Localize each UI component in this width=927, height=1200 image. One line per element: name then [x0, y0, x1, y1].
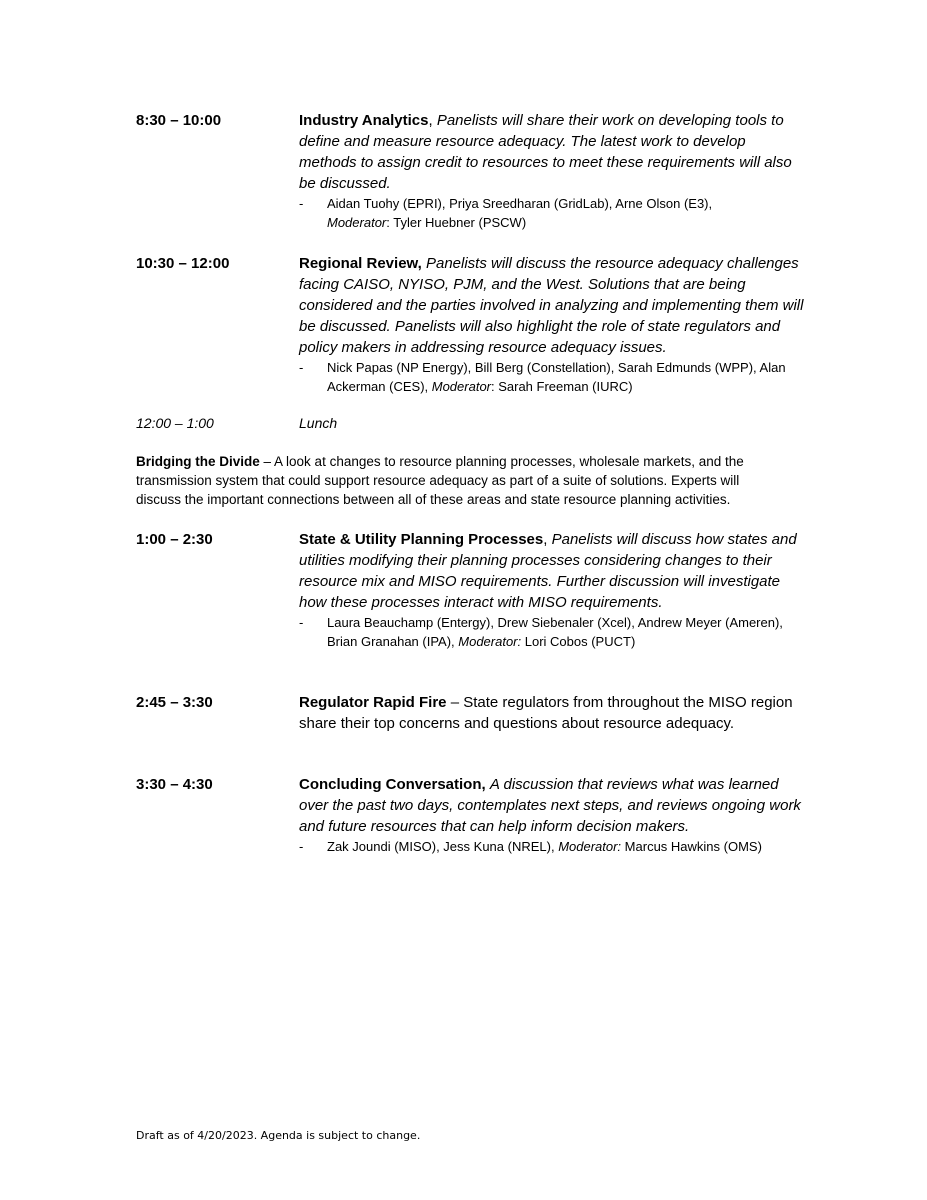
bullet-dash: - [299, 615, 304, 630]
session-time: 8:30 – 10:00 [136, 112, 222, 129]
bullet-dash: - [299, 839, 304, 854]
section-title: Bridging the Divide [136, 454, 260, 469]
moderator: Lori Cobos (PUCT) [521, 634, 636, 649]
section-text: – A look at changes to resource planning processes, wholesale markets, and the transmission system that could support resource adequacy as part of a suite of solutions. Experts will discuss the important connections between all of these areas and state resource planning activities. [136, 454, 744, 507]
session-summary: Panelists will discuss how states and utilities modifying their planning processes considering changes to their resource mix and MISO requirements. Further discussion will investigate how these processes interact with MISO requirements. [299, 531, 797, 611]
draft-notice: Draft as of 4/20/2023. Agenda is subject to change. [136, 1129, 421, 1142]
session-content [299, 774, 804, 856]
session-title: Regional Review, [299, 255, 422, 272]
session-title: Lunch [299, 415, 338, 431]
session-separator: , [428, 112, 437, 129]
session-description [299, 253, 804, 358]
session-separator: – [446, 694, 464, 711]
bullet-dash: - [299, 196, 304, 211]
session-time: 10:30 – 12:00 [136, 255, 230, 272]
moderator-label: Moderator [327, 215, 387, 230]
panelist-list [299, 837, 797, 856]
session-regional-review [136, 253, 816, 396]
session-content [299, 692, 804, 734]
moderator: Marcus Hawkins (OMS) [621, 839, 762, 854]
section-intro [136, 452, 776, 509]
panelist-list [299, 613, 797, 651]
session-description [299, 110, 804, 194]
session-time: 1:00 – 2:30 [136, 531, 213, 548]
session-title: Concluding Conversation, [299, 776, 486, 793]
session-title: Industry Analytics [299, 112, 429, 129]
panelist-list [299, 194, 797, 232]
session-content [299, 253, 804, 396]
moderator: : Sarah Freeman (IURC) [491, 379, 633, 394]
session-time: 2:45 – 3:30 [136, 694, 213, 711]
session-description [299, 529, 804, 613]
session-summary: Panelists will discuss the resource adequacy challenges facing CAISO, NYISO, PJM, and the West. Solutions that are being considered and the parties involved in analyzing and implementing them will be discussed. Panelists will also highlight the role of state regulators and policy makers in addressing resource adequacy issues. [299, 255, 804, 356]
session-concluding-conversation [136, 774, 816, 856]
moderator-label: Moderator [431, 379, 491, 394]
moderator: : Tyler Huebner (PSCW) [386, 215, 527, 230]
panelists: Laura Beauchamp (Entergy), Drew Siebenaler (Xcel), Andrew Meyer (Ameren), Brian Granahan (IPA), [327, 615, 783, 649]
session-title: Regulator Rapid Fire [299, 694, 447, 711]
panelists: Zak Joundi (MISO), Jess Kuna (NREL), [327, 839, 559, 854]
session-summary: A discussion that reviews what was learned over the past two days, contemplates next steps, and reviews ongoing work and future resources that can help inform decision makers. [299, 776, 801, 835]
session-industry-analytics [136, 110, 816, 232]
session-content [299, 110, 804, 232]
moderator-label: Moderator: [458, 634, 522, 649]
session-state-utility-planning [136, 529, 816, 651]
session-time: 12:00 – 1:00 [136, 415, 214, 431]
panelists: Aidan Tuohy (EPRI), Priya Sreedharan (GridLab), Arne Olson (E3), [327, 196, 713, 211]
session-title: State & Utility Planning Processes [299, 531, 544, 548]
panelists: Nick Papas (NP Energy), Bill Berg (Constellation), Sarah Edmunds (WPP), Alan Ackerman (CES), [327, 360, 786, 394]
moderator-label: Moderator: [558, 839, 622, 854]
session-description [299, 774, 804, 837]
session-description [299, 692, 804, 734]
panelist-list [299, 358, 797, 396]
session-summary: Panelists will share their work on developing tools to define and measure resource adequacy. The latest work to develop methods to assign credit to resources to meet these requirements will also be discussed. [299, 112, 792, 192]
session-content [299, 413, 804, 434]
session-content [299, 529, 804, 651]
session-lunch [136, 413, 816, 434]
bullet-dash: - [299, 360, 304, 375]
session-regulator-rapid-fire [136, 692, 816, 734]
session-time: 3:30 – 4:30 [136, 776, 213, 793]
session-summary: State regulators from throughout the MISO region share their top concerns and questions about resource adequacy. [299, 694, 793, 732]
session-separator: , [543, 531, 552, 548]
